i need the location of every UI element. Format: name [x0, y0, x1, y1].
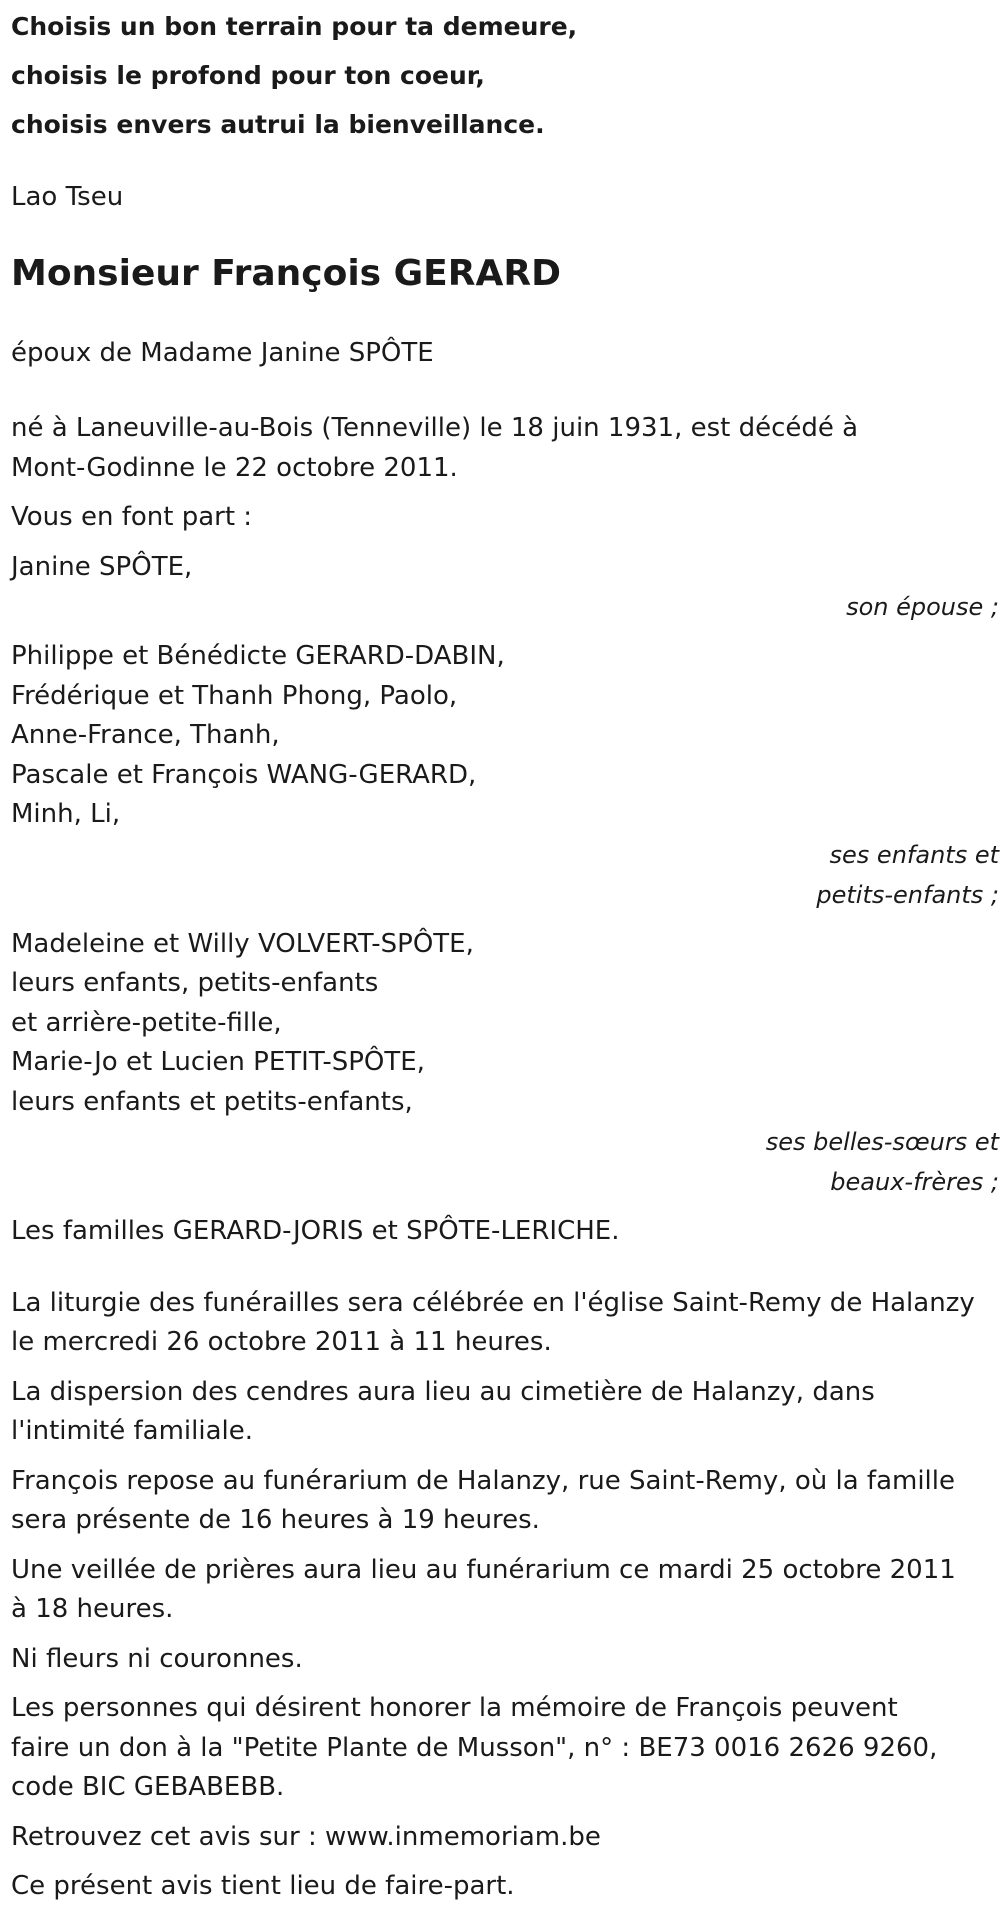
detail-line: Retrouvez cet avis sur : www.inmemoriam.be: [11, 1821, 601, 1852]
families-line: Les familles GERARD-JORIS et SPÔTE-LERICHE.: [11, 1216, 620, 1246]
quote-line: Choisis un bon terrain pour ta demeure,: [11, 12, 578, 41]
detail-paragraph: [11, 1373, 999, 1452]
family-name-line: Marie-Jo et Lucien PETIT-SPÔTE,: [11, 1047, 425, 1077]
family-name-line: Janine SPÔTE,: [11, 551, 193, 582]
detail-line: sera présente de 16 heures à 19 heures.: [11, 1505, 540, 1535]
detail-line: François repose au funérarium de Halanzy, rue Saint-Remy, où la famille: [11, 1465, 955, 1496]
detail-line: à 18 heures.: [11, 1594, 174, 1624]
detail-paragraph: [11, 1551, 999, 1630]
detail-line: faire un don à la "Petite Plante de Musson", n° : BE73 0016 2626 9260,: [11, 1732, 938, 1763]
family-name-line: leurs enfants et petits-enfants,: [11, 1086, 413, 1117]
family-name-line: Pascale et François WANG-GERARD,: [11, 759, 477, 790]
detail-line: La dispersion des cendres aura lieu au cimetière de Halanzy, dans: [11, 1376, 875, 1407]
detail-line: le mercredi 26 octobre 2011 à 11 heures.: [11, 1327, 552, 1357]
birth-death-info: [11, 409, 999, 488]
detail-line: La liturgie des funérailles sera célébrée en l'église Saint-Remy de Halanzy: [11, 1287, 975, 1318]
birth-death-line: Mont-Godinne le 22 octobre 2011.: [11, 452, 458, 483]
relation-label: son épouse ;: [846, 593, 999, 621]
family-name-line: et arrière-petite-fille,: [11, 1007, 282, 1038]
obituary-content: [11, 2, 999, 1907]
family-name-line: Minh, Li,: [11, 799, 121, 829]
detail-line: code BIC GEBABEBB.: [11, 1772, 285, 1802]
epigraph-quote: [11, 2, 999, 149]
detail-paragraph: [11, 1689, 999, 1808]
family-group-in-laws: [11, 925, 999, 1203]
relation-label: beaux-frères ;: [830, 1168, 999, 1196]
detail-line: Les personnes qui désirent honorer la mémoire de François peuvent: [11, 1693, 898, 1723]
family-group-children: [11, 637, 999, 915]
family-name-line: Madeleine et Willy VOLVERT-SPÔTE,: [11, 928, 474, 959]
family-name-line: Philippe et Bénédicte GERARD-DABIN,: [11, 641, 505, 671]
relation-label: petits-enfants ;: [816, 880, 999, 909]
quote-author: Lao Tseu: [11, 182, 124, 212]
detail-line: Ce présent avis tient lieu de faire-part.: [11, 1871, 515, 1901]
detail-paragraph: [11, 1462, 999, 1541]
obituary-page: [0, 2, 1000, 1901]
family-group-spouse: [11, 548, 999, 628]
detail-line: l'intimité familiale.: [11, 1416, 253, 1446]
detail-paragraph: [11, 1640, 999, 1680]
family-name-line: leurs enfants, petits-enfants: [11, 968, 379, 998]
relation-label: ses enfants et: [829, 840, 999, 869]
family-name-line: Anne-France, Thanh,: [11, 720, 280, 750]
announcement-intro: Vous en font part :: [11, 502, 253, 532]
spouse-line: époux de Madame Janine SPÔTE: [11, 338, 434, 368]
detail-paragraph: [11, 1284, 999, 1363]
deceased-name: Monsieur François GERARD: [11, 253, 561, 294]
relation-label: ses belles-sœurs et: [765, 1128, 999, 1156]
detail-paragraph: [11, 1867, 999, 1907]
detail-line: Une veillée de prières aura lieu au funérarium ce mardi 25 octobre 2011: [11, 1554, 956, 1585]
detail-line: Ni fleurs ni couronnes.: [11, 1643, 303, 1674]
quote-line: choisis envers autrui la bienveillance.: [11, 110, 545, 139]
detail-paragraph: [11, 1818, 999, 1858]
birth-death-line: né à Laneuville-au-Bois (Tenneville) le 18 juin 1931, est décédé à: [11, 413, 859, 443]
family-name-line: Frédérique et Thanh Phong, Paolo,: [11, 680, 458, 711]
quote-line: choisis le profond pour ton coeur,: [11, 61, 485, 90]
